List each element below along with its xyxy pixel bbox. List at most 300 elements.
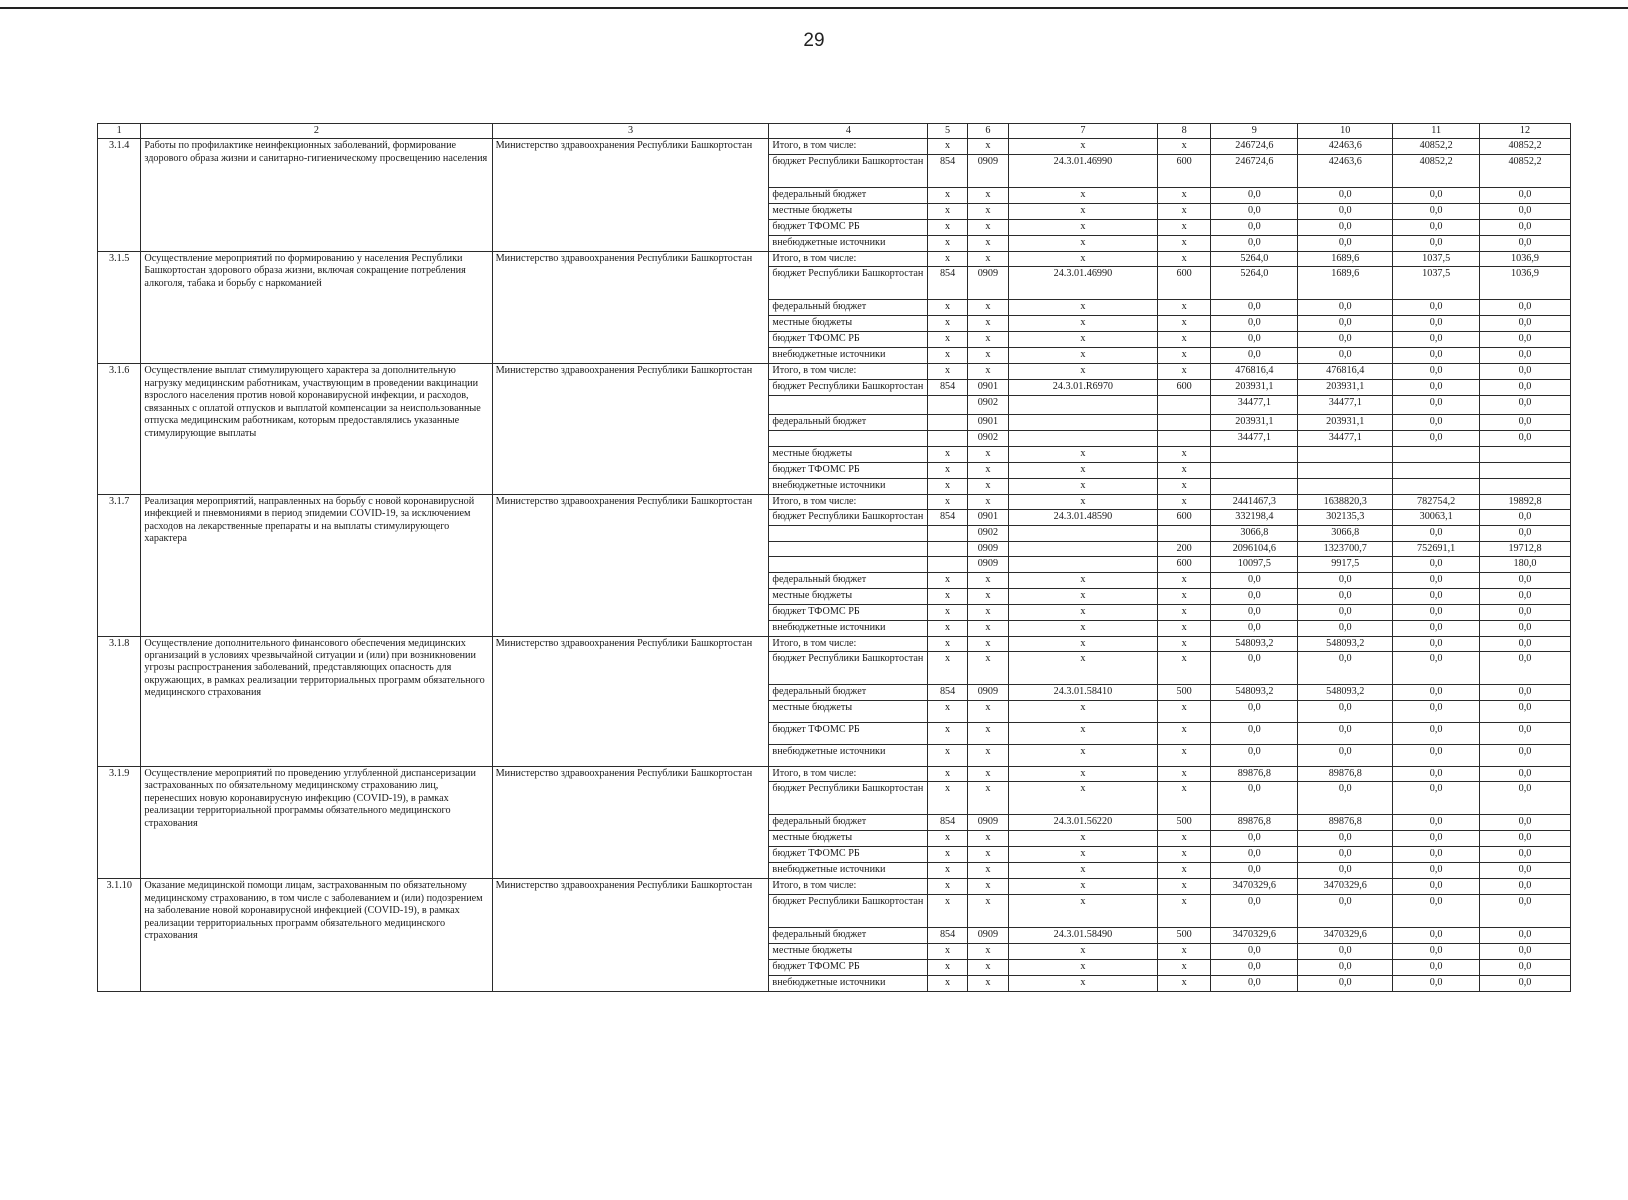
expense-type-cell: 500 [1157, 927, 1211, 943]
item-number-cell: 3.1.10 [98, 879, 141, 991]
budget-table [97, 123, 1571, 992]
target-item-cell: x [1009, 300, 1158, 316]
year3-amount-cell: 0,0 [1480, 863, 1571, 879]
year2-amount-cell: 0,0 [1393, 187, 1480, 203]
section-code-cell: x [967, 139, 1008, 154]
funding-source-cell: внебюджетные источники [769, 744, 928, 766]
year1-amount-cell: 0,0 [1298, 943, 1393, 959]
section-code-cell: x [967, 636, 1008, 651]
year2-amount-cell: 40852,2 [1393, 154, 1480, 187]
year2-amount-cell: 0,0 [1393, 379, 1480, 395]
expense-type-cell: 600 [1157, 379, 1211, 395]
section-code-cell: 0909 [967, 154, 1008, 187]
year1-amount-cell: 0,0 [1298, 300, 1393, 316]
total-amount-cell: 89876,8 [1211, 815, 1298, 831]
section-code-cell: x [967, 863, 1008, 879]
expense-type-cell: x [1157, 831, 1211, 847]
expense-type-cell: x [1157, 847, 1211, 863]
activity-name-cell: Оказание медицинской помощи лицам, застрахованным по обязательному медицинскому страхованию, в том числе с заболеванием и (или) подозрением на заболевание новой коронавирусной инфекцией (COVID-19), в рамках реализации территориальных программ обязательного медицинского страхования [141, 879, 492, 991]
ministry-code-cell: x [928, 478, 967, 494]
year1-amount-cell: 0,0 [1298, 604, 1393, 620]
expense-type-cell: 500 [1157, 815, 1211, 831]
ministry-code-cell: 854 [928, 510, 967, 526]
header-cell: 10 [1298, 124, 1393, 139]
ministry-code-cell: x [928, 782, 967, 815]
total-amount-cell: 0,0 [1211, 894, 1298, 927]
total-amount-cell: 0,0 [1211, 348, 1298, 364]
expense-type-cell: x [1157, 316, 1211, 332]
year3-amount-cell: 0,0 [1480, 636, 1571, 651]
item-number-cell: 3.1.9 [98, 766, 141, 878]
year2-amount-cell: 0,0 [1393, 651, 1480, 684]
year1-amount-cell: 0,0 [1298, 332, 1393, 348]
target-item-cell: x [1009, 863, 1158, 879]
year2-amount-cell: 752691,1 [1393, 541, 1480, 556]
expense-type-cell: x [1157, 478, 1211, 494]
year2-amount-cell: 782754,2 [1393, 494, 1480, 509]
ministry-code-cell: x [928, 722, 967, 744]
year3-amount-cell: 0,0 [1480, 219, 1571, 235]
year2-amount-cell: 0,0 [1393, 959, 1480, 975]
year2-amount-cell: 0,0 [1393, 235, 1480, 251]
year1-amount-cell: 0,0 [1298, 620, 1393, 636]
year3-amount-cell: 1036,9 [1480, 267, 1571, 300]
year1-amount-cell: 89876,8 [1298, 766, 1393, 781]
expense-type-cell: x [1157, 744, 1211, 766]
ministry-code-cell: x [928, 975, 967, 991]
year2-amount-cell: 0,0 [1393, 815, 1480, 831]
total-amount-cell: 0,0 [1211, 975, 1298, 991]
section-code-cell: x [967, 494, 1008, 509]
expense-type-cell: x [1157, 722, 1211, 744]
total-amount-cell [1211, 462, 1298, 478]
year2-amount-cell: 0,0 [1393, 700, 1480, 722]
year2-amount-cell: 0,0 [1393, 604, 1480, 620]
expense-type-cell: x [1157, 894, 1211, 927]
year2-amount-cell: 0,0 [1393, 316, 1480, 332]
funding-source-cell: федеральный бюджет [769, 300, 928, 316]
funding-source-cell: Итого, в том числе: [769, 766, 928, 781]
activity-name-cell: Осуществление мероприятий по проведению углубленной диспансеризации застрахованных по обязательному медицинскому страхованию лиц, перенесших новую коронавирусную инфекцию (COVID-19), в рамках реализации территориальной программы обязательного медицинского страхования [141, 766, 492, 878]
expense-type-cell: x [1157, 620, 1211, 636]
section-code-cell: x [967, 722, 1008, 744]
section-code-cell: x [967, 251, 1008, 266]
year1-amount-cell: 0,0 [1298, 651, 1393, 684]
funding-source-cell: федеральный бюджет [769, 927, 928, 943]
total-amount-cell: 3470329,6 [1211, 879, 1298, 894]
year1-amount-cell: 0,0 [1298, 700, 1393, 722]
total-amount-cell: 0,0 [1211, 604, 1298, 620]
funding-source-cell: Итого, в том числе: [769, 494, 928, 509]
section-code-cell: x [967, 588, 1008, 604]
header-cell: 9 [1211, 124, 1298, 139]
funding-source-cell: местные бюджеты [769, 700, 928, 722]
target-item-cell: x [1009, 348, 1158, 364]
total-amount-cell: 34477,1 [1211, 430, 1298, 446]
year3-amount-cell: 0,0 [1480, 203, 1571, 219]
year1-amount-cell: 1689,6 [1298, 251, 1393, 266]
target-item-cell: x [1009, 766, 1158, 781]
year1-amount-cell: 0,0 [1298, 975, 1393, 991]
funding-source-cell: Итого, в том числе: [769, 364, 928, 379]
header-cell: 8 [1157, 124, 1211, 139]
target-item-cell: x [1009, 332, 1158, 348]
ministry-code-cell [928, 430, 967, 446]
funding-source-cell: внебюджетные источники [769, 620, 928, 636]
year1-amount-cell: 0,0 [1298, 588, 1393, 604]
funding-source-cell: бюджет ТФОМС РБ [769, 959, 928, 975]
target-item-cell: 24.3.01.58410 [1009, 684, 1158, 700]
expense-type-cell: x [1157, 959, 1211, 975]
year2-amount-cell: 0,0 [1393, 588, 1480, 604]
year3-amount-cell: 0,0 [1480, 684, 1571, 700]
year1-amount-cell: 203931,1 [1298, 379, 1393, 395]
year3-amount-cell: 0,0 [1480, 604, 1571, 620]
year2-amount-cell: 1037,5 [1393, 267, 1480, 300]
target-item-cell: x [1009, 316, 1158, 332]
funding-source-cell: Итого, в том числе: [769, 139, 928, 154]
target-item-cell: x [1009, 651, 1158, 684]
expense-type-cell: x [1157, 348, 1211, 364]
ministry-code-cell [928, 541, 967, 556]
year1-amount-cell [1298, 462, 1393, 478]
section-code-cell: x [967, 364, 1008, 379]
target-item-cell: 24.3.01.48590 [1009, 510, 1158, 526]
target-item-cell: x [1009, 744, 1158, 766]
table-row [98, 494, 1571, 509]
item-number-cell: 3.1.5 [98, 251, 141, 363]
funding-source-cell [769, 526, 928, 541]
year3-amount-cell: 0,0 [1480, 831, 1571, 847]
year1-amount-cell: 9917,5 [1298, 557, 1393, 572]
target-item-cell: x [1009, 235, 1158, 251]
year2-amount-cell [1393, 462, 1480, 478]
activity-name-cell: Осуществление мероприятий по формированию у населения Республики Башкортостан здорового образа жизни, включая сокращение потребления алкоголя, табака и борьбу с наркоманией [141, 251, 492, 363]
ministry-code-cell: x [928, 847, 967, 863]
year3-amount-cell: 0,0 [1480, 815, 1571, 831]
year1-amount-cell: 34477,1 [1298, 430, 1393, 446]
header-cell: 6 [967, 124, 1008, 139]
expense-type-cell: x [1157, 494, 1211, 509]
total-amount-cell: 0,0 [1211, 620, 1298, 636]
year2-amount-cell: 0,0 [1393, 219, 1480, 235]
header-cell: 12 [1480, 124, 1571, 139]
year3-amount-cell: 40852,2 [1480, 154, 1571, 187]
table-row [98, 879, 1571, 894]
year2-amount-cell: 0,0 [1393, 831, 1480, 847]
header-cell: 2 [141, 124, 492, 139]
funding-source-cell: федеральный бюджет [769, 572, 928, 588]
ministry-code-cell: 854 [928, 815, 967, 831]
table-row [98, 251, 1571, 266]
ministry-code-cell [928, 526, 967, 541]
funding-source-cell: местные бюджеты [769, 831, 928, 847]
activity-name-cell: Работы по профилактике неинфекционных заболеваний, формирование здорового образа жизни и санитарно-гигиеническому просвещению населения [141, 139, 492, 251]
expense-type-cell: x [1157, 203, 1211, 219]
section-code-cell: 0909 [967, 557, 1008, 572]
total-amount-cell: 89876,8 [1211, 766, 1298, 781]
ministry-code-cell: x [928, 139, 967, 154]
table-body [98, 124, 1571, 992]
year3-amount-cell: 0,0 [1480, 430, 1571, 446]
funding-source-cell: Итого, в том числе: [769, 636, 928, 651]
total-amount-cell: 246724,6 [1211, 154, 1298, 187]
ministry-code-cell: x [928, 348, 967, 364]
responsible-org-cell: Министерство здравоохранения Республики Башкортостан [492, 879, 769, 991]
year1-amount-cell: 0,0 [1298, 572, 1393, 588]
responsible-org-cell: Министерство здравоохранения Республики Башкортостан [492, 636, 769, 766]
funding-source-cell: федеральный бюджет [769, 684, 928, 700]
target-item-cell: x [1009, 588, 1158, 604]
year3-amount-cell: 19892,8 [1480, 494, 1571, 509]
expense-type-cell: 200 [1157, 541, 1211, 556]
year1-amount-cell: 42463,6 [1298, 139, 1393, 154]
item-number-cell: 3.1.4 [98, 139, 141, 251]
funding-source-cell: внебюджетные источники [769, 235, 928, 251]
section-code-cell: x [967, 700, 1008, 722]
funding-source-cell: местные бюджеты [769, 943, 928, 959]
ministry-code-cell: x [928, 235, 967, 251]
expense-type-cell: x [1157, 651, 1211, 684]
funding-source-cell: бюджет ТФОМС РБ [769, 722, 928, 744]
section-code-cell: x [967, 316, 1008, 332]
year2-amount-cell: 0,0 [1393, 332, 1480, 348]
year3-amount-cell: 0,0 [1480, 414, 1571, 430]
year3-amount-cell: 0,0 [1480, 782, 1571, 815]
year3-amount-cell: 0,0 [1480, 526, 1571, 541]
section-code-cell: 0901 [967, 379, 1008, 395]
section-code-cell: 0909 [967, 927, 1008, 943]
year2-amount-cell: 0,0 [1393, 414, 1480, 430]
year3-amount-cell: 0,0 [1480, 235, 1571, 251]
total-amount-cell: 0,0 [1211, 316, 1298, 332]
total-amount-cell: 0,0 [1211, 572, 1298, 588]
funding-source-cell: внебюджетные источники [769, 478, 928, 494]
ministry-code-cell: 854 [928, 154, 967, 187]
ministry-code-cell: x [928, 744, 967, 766]
section-code-cell: 0902 [967, 526, 1008, 541]
section-code-cell: x [967, 478, 1008, 494]
year1-amount-cell [1298, 446, 1393, 462]
funding-source-cell: бюджет Республики Башкортостан [769, 651, 928, 684]
total-amount-cell: 0,0 [1211, 831, 1298, 847]
target-item-cell [1009, 541, 1158, 556]
ministry-code-cell: x [928, 588, 967, 604]
expense-type-cell: x [1157, 863, 1211, 879]
expense-type-cell [1157, 430, 1211, 446]
year1-amount-cell: 3470329,6 [1298, 927, 1393, 943]
year2-amount-cell: 0,0 [1393, 766, 1480, 781]
ministry-code-cell [928, 414, 967, 430]
target-item-cell: x [1009, 572, 1158, 588]
section-code-cell: x [967, 332, 1008, 348]
year3-amount-cell: 0,0 [1480, 187, 1571, 203]
year2-amount-cell: 0,0 [1393, 894, 1480, 927]
expense-type-cell [1157, 395, 1211, 414]
section-code-cell: x [967, 462, 1008, 478]
year3-amount-cell: 0,0 [1480, 572, 1571, 588]
year3-amount-cell: 0,0 [1480, 943, 1571, 959]
activity-name-cell: Осуществление выплат стимулирующего характера за дополнительную нагрузку медицинским работникам, участвующим в проведении вакцинации взрослого населения против новой коронавирусной инфекции, и расходов, связанных с оплатой отпусков и выплатой компенсации за неиспользованные отпуска медицинским работникам, которым предоставлялись указанные стимулирующие выплаты [141, 364, 492, 494]
year3-amount-cell: 0,0 [1480, 620, 1571, 636]
expense-type-cell: 600 [1157, 510, 1211, 526]
table-row [98, 636, 1571, 651]
total-amount-cell: 332198,4 [1211, 510, 1298, 526]
funding-source-cell: федеральный бюджет [769, 815, 928, 831]
ministry-code-cell: x [928, 462, 967, 478]
year2-amount-cell: 0,0 [1393, 847, 1480, 863]
total-amount-cell: 3066,8 [1211, 526, 1298, 541]
expense-type-cell: x [1157, 235, 1211, 251]
year1-amount-cell: 476816,4 [1298, 364, 1393, 379]
target-item-cell: 24.3.01.46990 [1009, 154, 1158, 187]
expense-type-cell: x [1157, 139, 1211, 154]
target-item-cell: x [1009, 722, 1158, 744]
total-amount-cell: 5264,0 [1211, 267, 1298, 300]
ministry-code-cell: x [928, 943, 967, 959]
expense-type-cell: x [1157, 251, 1211, 266]
year1-amount-cell: 0,0 [1298, 744, 1393, 766]
header-cell: 1 [98, 124, 141, 139]
total-amount-cell: 203931,1 [1211, 414, 1298, 430]
expense-type-cell: x [1157, 462, 1211, 478]
target-item-cell: x [1009, 943, 1158, 959]
total-amount-cell: 5264,0 [1211, 251, 1298, 266]
section-code-cell: x [967, 604, 1008, 620]
expense-type-cell [1157, 414, 1211, 430]
year2-amount-cell: 0,0 [1393, 364, 1480, 379]
year2-amount-cell: 0,0 [1393, 557, 1480, 572]
expense-type-cell: x [1157, 332, 1211, 348]
funding-source-cell: бюджет ТФОМС РБ [769, 219, 928, 235]
year3-amount-cell: 0,0 [1480, 651, 1571, 684]
section-code-cell: 0901 [967, 414, 1008, 430]
total-amount-cell: 0,0 [1211, 863, 1298, 879]
scan-top-border [0, 7, 1628, 9]
year2-amount-cell: 0,0 [1393, 636, 1480, 651]
total-amount-cell: 2441467,3 [1211, 494, 1298, 509]
activity-name-cell: Осуществление дополнительного финансового обеспечения медицинских организаций в условиях чрезвычайной ситуации и (или) при возникновении угрозы распространения заболеваний, представляющих опасность для окружающих, в рамках реализации территориальных программ обязательного медицинского страхования [141, 636, 492, 766]
year2-amount-cell: 0,0 [1393, 203, 1480, 219]
target-item-cell: x [1009, 975, 1158, 991]
target-item-cell: 24.3.01.56220 [1009, 815, 1158, 831]
year3-amount-cell: 0,0 [1480, 722, 1571, 744]
total-amount-cell: 0,0 [1211, 588, 1298, 604]
ministry-code-cell: x [928, 604, 967, 620]
year2-amount-cell: 1037,5 [1393, 251, 1480, 266]
year2-amount-cell: 0,0 [1393, 684, 1480, 700]
funding-source-cell: внебюджетные источники [769, 348, 928, 364]
year1-amount-cell: 0,0 [1298, 348, 1393, 364]
funding-source-cell: бюджет Республики Башкортостан [769, 782, 928, 815]
ministry-code-cell: x [928, 651, 967, 684]
target-item-cell: 24.3.01.46990 [1009, 267, 1158, 300]
ministry-code-cell: x [928, 494, 967, 509]
year2-amount-cell: 40852,2 [1393, 139, 1480, 154]
item-number-cell: 3.1.6 [98, 364, 141, 494]
ministry-code-cell [928, 395, 967, 414]
year2-amount-cell: 0,0 [1393, 879, 1480, 894]
total-amount-cell: 0,0 [1211, 722, 1298, 744]
year3-amount-cell: 0,0 [1480, 588, 1571, 604]
year1-amount-cell: 1323700,7 [1298, 541, 1393, 556]
expense-type-cell: 600 [1157, 154, 1211, 187]
year3-amount-cell: 0,0 [1480, 894, 1571, 927]
year3-amount-cell: 0,0 [1480, 395, 1571, 414]
section-code-cell: x [967, 744, 1008, 766]
ministry-code-cell: x [928, 766, 967, 781]
section-code-cell: 0909 [967, 541, 1008, 556]
total-amount-cell: 0,0 [1211, 187, 1298, 203]
year3-amount-cell [1480, 446, 1571, 462]
section-code-cell: x [967, 782, 1008, 815]
year1-amount-cell: 1638820,3 [1298, 494, 1393, 509]
header-cell: 3 [492, 124, 769, 139]
year3-amount-cell: 0,0 [1480, 847, 1571, 863]
ministry-code-cell: 854 [928, 379, 967, 395]
ministry-code-cell: x [928, 300, 967, 316]
section-code-cell: x [967, 831, 1008, 847]
expense-type-cell: x [1157, 364, 1211, 379]
funding-source-cell: местные бюджеты [769, 446, 928, 462]
target-item-cell: x [1009, 203, 1158, 219]
ministry-code-cell: x [928, 446, 967, 462]
responsible-org-cell: Министерство здравоохранения Республики Башкортостан [492, 251, 769, 363]
expense-type-cell: x [1157, 604, 1211, 620]
section-code-cell: 0901 [967, 510, 1008, 526]
funding-source-cell: федеральный бюджет [769, 187, 928, 203]
year3-amount-cell: 0,0 [1480, 700, 1571, 722]
expense-type-cell: x [1157, 782, 1211, 815]
section-code-cell: x [967, 572, 1008, 588]
funding-source-cell: бюджет ТФОМС РБ [769, 332, 928, 348]
target-item-cell: 24.3.01.R6970 [1009, 379, 1158, 395]
year1-amount-cell: 548093,2 [1298, 684, 1393, 700]
table-row [98, 364, 1571, 379]
total-amount-cell: 246724,6 [1211, 139, 1298, 154]
ministry-code-cell: 854 [928, 927, 967, 943]
target-item-cell [1009, 395, 1158, 414]
year3-amount-cell: 0,0 [1480, 300, 1571, 316]
year3-amount-cell: 0,0 [1480, 316, 1571, 332]
year1-amount-cell: 302135,3 [1298, 510, 1393, 526]
section-code-cell: x [967, 235, 1008, 251]
year2-amount-cell: 0,0 [1393, 620, 1480, 636]
expense-type-cell: x [1157, 879, 1211, 894]
year3-amount-cell: 1036,9 [1480, 251, 1571, 266]
ministry-code-cell: x [928, 316, 967, 332]
year3-amount-cell: 0,0 [1480, 927, 1571, 943]
section-code-cell: 0902 [967, 430, 1008, 446]
year1-amount-cell: 3470329,6 [1298, 879, 1393, 894]
target-item-cell: x [1009, 251, 1158, 266]
expense-type-cell: x [1157, 572, 1211, 588]
total-amount-cell: 548093,2 [1211, 684, 1298, 700]
year1-amount-cell: 0,0 [1298, 219, 1393, 235]
expense-type-cell: x [1157, 300, 1211, 316]
total-amount-cell: 2096104,6 [1211, 541, 1298, 556]
target-item-cell [1009, 414, 1158, 430]
funding-source-cell: местные бюджеты [769, 316, 928, 332]
expense-type-cell: 600 [1157, 557, 1211, 572]
ministry-code-cell: x [928, 187, 967, 203]
ministry-code-cell: x [928, 572, 967, 588]
target-item-cell: x [1009, 219, 1158, 235]
year2-amount-cell [1393, 446, 1480, 462]
year3-amount-cell [1480, 462, 1571, 478]
target-item-cell: x [1009, 959, 1158, 975]
year2-amount-cell: 0,0 [1393, 927, 1480, 943]
